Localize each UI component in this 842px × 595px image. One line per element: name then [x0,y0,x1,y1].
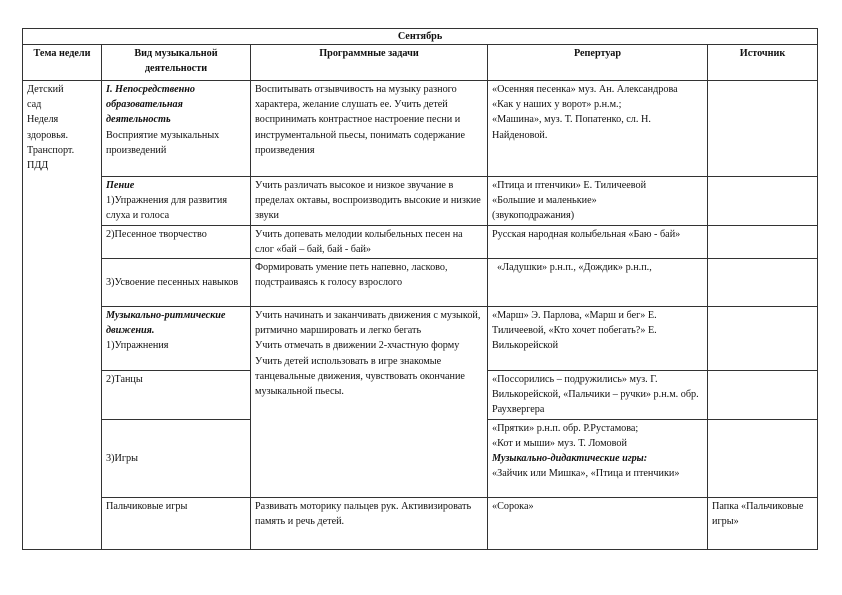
theme-line: здоровья. [27,129,68,141]
section-heading: Музыкально-ритмические движения. [106,310,226,337]
repertoire-item: «Как у наших у ворот» р.н.м.; [492,99,622,111]
section-heading: I. Непосредственно образовательная деятельность [106,84,196,126]
month-header: Сентябрь [23,29,818,45]
activity-cell: 2)Песенное творчество [102,225,251,258]
activity-text: 1)Упражнения для развития слуха и голоса [106,195,228,222]
repertoire-cell: «Поссорились – подружились» муз. Г. Вилькорейской, «Пальчики – ручки» р.н.м. обр. Раухвергера [488,371,708,420]
repertoire-item: «Большие и маленькие» [492,195,597,207]
theme-line: Неделя [27,114,59,126]
tasks-cell: Учить допевать мелодии колыбельных песен на слог «бай – бай, бай - бай» [251,225,488,258]
activity-cell [102,177,251,226]
repertoire-item: «Осенняя песенка» муз. Ан. Александрова [492,84,678,95]
source-cell [708,419,818,497]
section-heading: Пение [106,180,135,191]
tasks-cell: Развивать моторику пальцев рук. Активизировать память и речь детей. [251,497,488,549]
repertoire-cell [488,419,708,497]
repertoire-item: «Зайчик или Мишка», «Птица и птенчики» [492,468,680,480]
header-source: Источник [708,45,818,81]
header-theme: Тема недели [23,45,102,81]
theme-line: Транспорт. [27,144,75,156]
activity-cell [102,307,251,371]
source-cell [708,259,818,307]
repertoire-cell: «Ладушки» р.н.п., «Дождик» р.н.п., [488,259,708,307]
header-activity: Вид музыкальной деятельности [102,45,251,81]
activity-cell: 3)Усвоение песенных навыков [102,259,251,307]
repertoire-item: «Машина», муз. Т. Попатенко, сл. Н. Найденовой. [492,114,651,141]
header-tasks: Программные задачи [251,45,488,81]
source-cell [708,371,818,420]
theme-line: сад [27,99,42,111]
tasks-cell: Формировать умение петь напевно, ласково, подстраиваясь к голосу взрослого [251,259,488,307]
music-plan-table [22,28,818,550]
repertoire-item: (звукоподражания) [492,210,575,222]
activity-cell [102,81,251,177]
source-cell [708,307,818,371]
source-cell: Папка «Пальчиковые игры» [708,497,818,549]
repertoire-item: «Птица и птенчики» Е. Тиличеевой [492,180,647,191]
theme-line: ПДД [27,160,49,172]
repertoire-subheading: Музыкально-дидактические игры: [492,453,648,465]
repertoire-item: «Прятки» р.н.п. обр. Р.Рустамова; [492,422,639,434]
tasks-text: Учить начинать и заканчивать движения с музыкой, ритмично маршировать и легко бегать [255,310,481,337]
repertoire-cell [488,177,708,226]
theme-line: Детский [27,84,64,95]
header-repertoire: Репертуар [488,45,708,81]
source-cell [708,177,818,226]
source-cell [708,81,818,177]
activity-cell: 2)Танцы [102,371,251,420]
repertoire-item: «Кот и мыши» муз. Т. Ломовой [492,437,627,449]
activity-cell: 3)Игры [102,419,251,497]
theme-cell [23,81,102,550]
source-cell [708,225,818,258]
repertoire-cell: «Марш» Э. Парлова, «Марш и бег» Е. Тиличеевой, «Кто хочет побегать?» Е. Вилькорейской [488,307,708,371]
repertoire-cell [488,81,708,177]
tasks-text: Учить детей использовать в игре знакомые танцевальные движения, чувствовать окончание музыкальной пьесы. [255,355,465,398]
tasks-cell: Учить различать высокое и низкое звучание в пределах октавы, воспроизводить высокие и низкие звуки [251,177,488,226]
tasks-cell: Воспитывать отзывчивость на музыку разного характера, желание слушать ее. Учить детей воспринимать контрастное настроение песни и инструментальной пьесы, понимать содержание произведения [251,81,488,177]
activity-text: 1)Упражнения [106,340,169,352]
repertoire-cell: Русская народная колыбельная «Баю - бай» [488,225,708,258]
activity-text: Восприятие музыкальных произведений [106,129,220,156]
tasks-text: Учить отмечать в движении 2-хчастную форму [255,340,460,352]
tasks-cell [251,307,488,498]
repertoire-cell: «Сорока» [488,497,708,549]
activity-cell: Пальчиковые игры [102,497,251,549]
